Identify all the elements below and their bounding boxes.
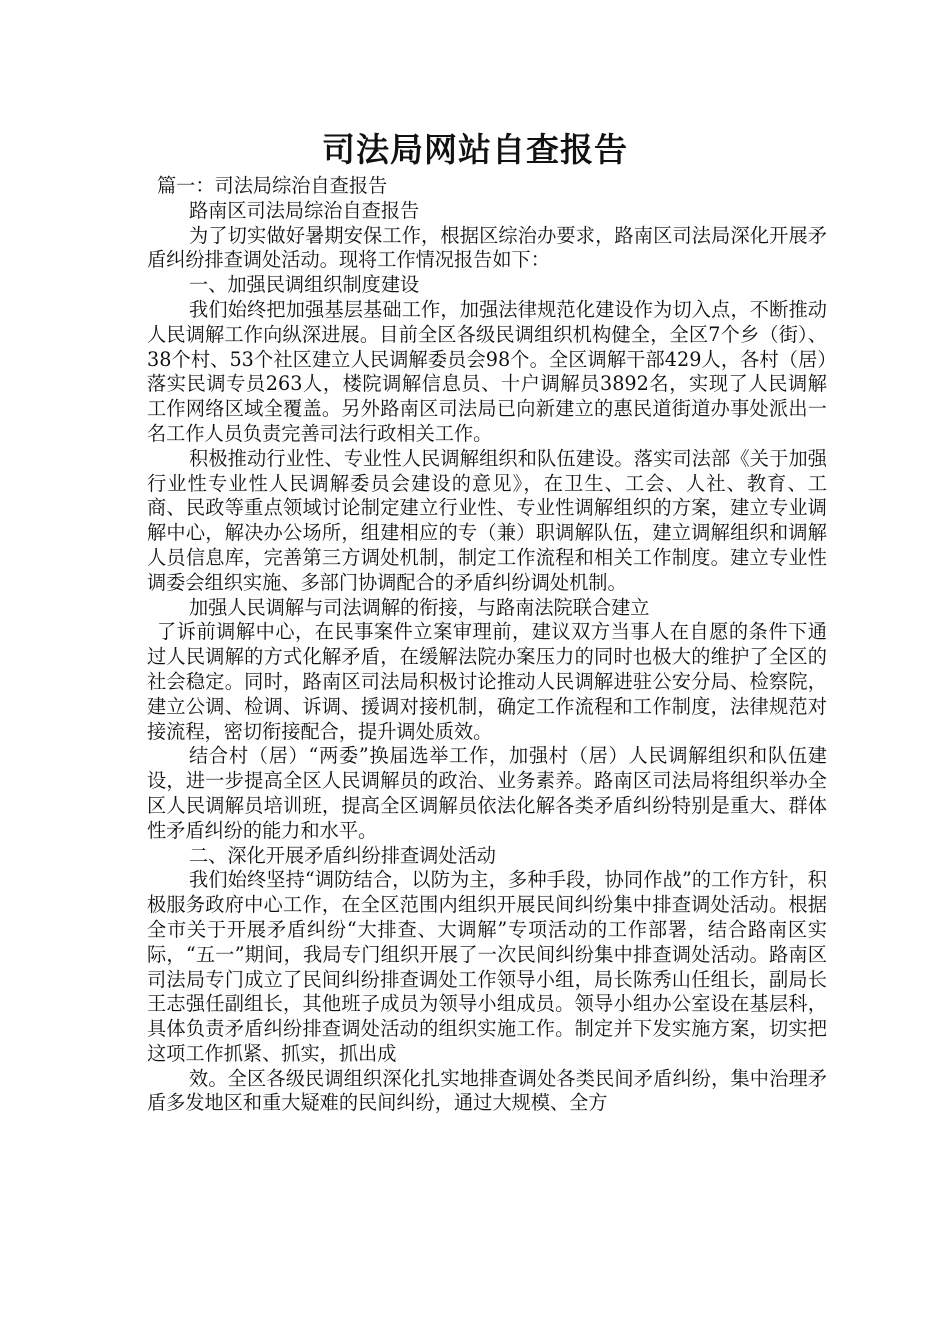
section-heading: 一、加强民调组织制度建设 [189,273,420,297]
paragraph: 我们始终把加强基层基础工作，加强法律规范化建设作为切入点，不断推动人民调解工作向纵深进展。目前全区各级民调组织机构健全，全区7个乡（街）、38个村、53个社区建立人民调解委员会98个。全区调解干部429人，各村（居）落实民调专员263人，楼院调解信息员、十户调解员3892名，实现了人民调解工作网络区域全覆盖。另外路南区司法局已向新建立的惠民道街道办事处派出一名工作人员负责完善司法行政相关工作。 [147,297,827,445]
paragraph: 结合村（居）“两委”换届选举工作，加强村（居）人民调解组织和队伍建设，进一步提高全区人民调解员的政治、业务素养。路南区司法局将组织举办全区人民调解员培训班，提高全区调解员依法化解各类矛盾纠纷特别是重大、群体性矛盾纠纷的能力和水平。 [147,744,827,842]
paragraph: 积极推动行业性、专业性人民调解组织和队伍建设。落实司法部《关于加强行业性专业性人民调解委员会建设的意见》，在卫生、工会、人社、教育、工商、民政等重点领域讨论制定建立行业性、专业性调解组织的方案，建立专业调解中心，解决办公场所，组建相应的专（兼）职调解队伍，建立调解组织和调解人员信息库，完善第三方调处机制，制定工作流程和相关工作制度。建立专业性调委会组织实施、多部门协调配合的矛盾纠纷调处机制。 [147,446,827,594]
paragraph: 我们始终坚持“调防结合，以防为主，多种手段，协同作战”的工作方针，积极服务政府中心工作，在全区范围内组织开展民间纠纷集中排查调处活动。根据全市关于开展矛盾纠纷“大排查、大调解”专项活动的工作部署，结合路南区实际，“五一”期间，我局专门组织开展了一次民间纠纷集中排查调处活动。路南区司法局专门成立了民间纠纷排查调处工作领导小组，局长陈秀山任组长，副局长王志强任副组长，其他班子成员为领导小组成员。领导小组办公室设在基层科，具体负责矛盾纠纷排查调处活动的组织实施工作。制定并下发实施方案，切实把这项工作抓紧、抓实，抓出成 [147,868,827,1065]
paragraph: 加强人民调解与司法调解的衔接，与路南法院联合建立 [189,595,650,619]
paragraph: 篇一：司法局综治自查报告 [157,174,388,197]
paragraph: 效。全区各级民调组织深化扎实地排查调处各类民间矛盾纠纷，集中治理矛盾多发地区和重大疑难的民间纠纷，通过大规模、全方 [147,1066,827,1115]
document-body [147,174,827,1116]
paragraph: 为了切实做好暑期安保工作，根据区综治办要求，路南区司法局深化开展矛盾纠纷排查调处活动。现将工作情况报告如下： [147,223,827,272]
section-heading: 二、深化开展矛盾纠纷排查调处活动 [189,843,496,867]
paragraph: 了诉前调解中心，在民事案件立案审理前，建议双方当事人在自愿的条件下通过人民调解的方式化解矛盾，在缓解法院办案压力的同时也极大的维护了全区的社会稳定。同时，路南区司法局积极讨论推动人民调解进驻公安分局、检察院，建立公调、检调、诉调、援调对接机制，确定工作流程和工作制度，法律规范对接流程，密切衔接配合，提升调处质效。 [147,620,827,743]
document-title: 司法局网站自查报告 [322,130,628,169]
paragraph: 路南区司法局综治自查报告 [189,198,420,222]
